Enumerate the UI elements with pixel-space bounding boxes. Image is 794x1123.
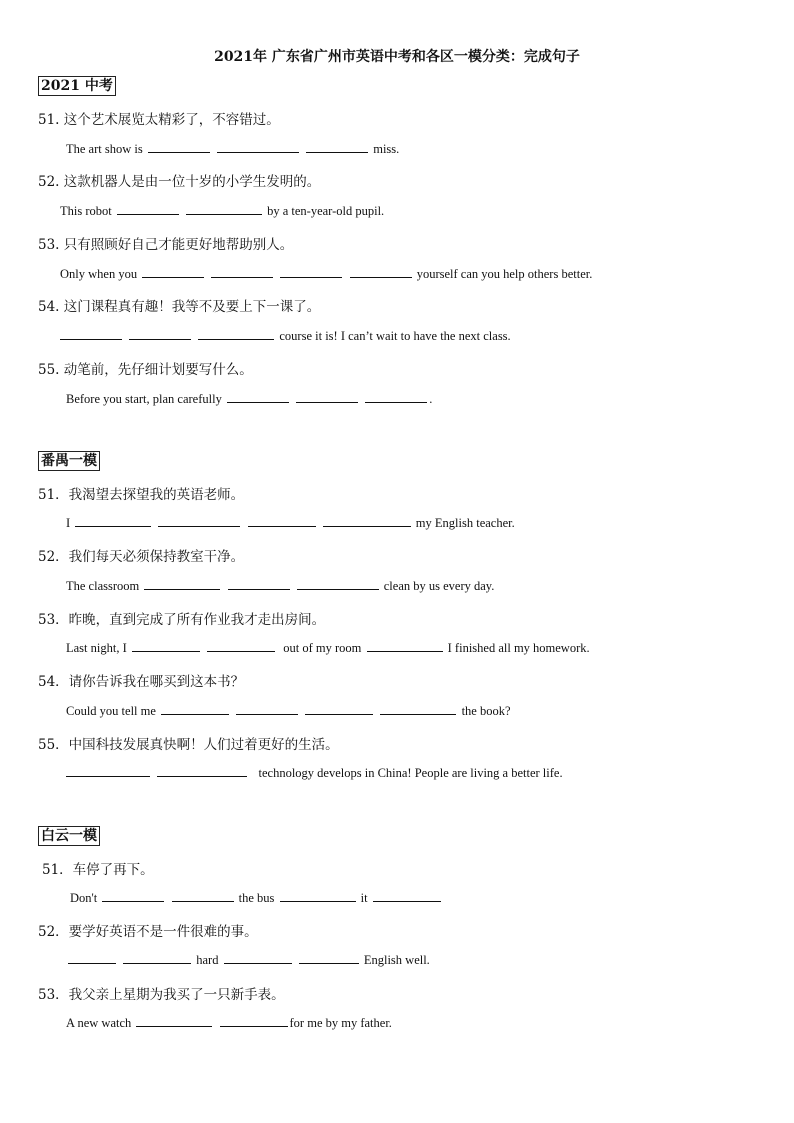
blank — [217, 140, 299, 153]
answer-line-55 — [66, 390, 432, 407]
answer-text: I — [66, 516, 71, 530]
answer-text: This robot — [60, 204, 112, 218]
answer-text: course it is! I can’t wait to have the next class. — [279, 329, 511, 343]
question-53: 53. 只有照顾好自己才能更好地帮助别人。 — [38, 237, 294, 253]
blank — [142, 265, 204, 278]
blank — [158, 514, 240, 527]
blank — [157, 764, 247, 777]
answer-text: out of my room — [283, 641, 362, 655]
answer-text: by a ten-year-old pupil. — [267, 204, 385, 218]
blank — [211, 265, 273, 278]
blank — [236, 702, 298, 715]
section-heading-baiyun: 白云一模 — [38, 826, 100, 846]
answer-line-55 — [64, 764, 563, 781]
answer-text: miss. — [373, 142, 400, 156]
answer-text: the book? — [461, 704, 511, 718]
question-52: 52．要学好英语不是一件很难的事。 — [38, 924, 258, 940]
answer-line-52 — [60, 202, 384, 219]
page-title: 2021年 广东省广州市英语中考和各区一模分类：完成句子 — [214, 49, 580, 65]
answer-text: I finished all my homework. — [447, 641, 590, 655]
blank — [68, 951, 116, 964]
answer-line-51 — [70, 889, 443, 906]
blank — [296, 390, 358, 403]
question-51: 51．车停了再下。 — [42, 862, 154, 878]
blank — [220, 1014, 288, 1027]
blank — [297, 577, 379, 590]
question-53: 53．昨晚，直到完成了所有作业我才走出房间。 — [38, 612, 326, 628]
answer-text: it — [360, 891, 368, 905]
answer-line-51 — [66, 140, 399, 157]
question-51: 51．我渴望去探望我的英语老师。 — [38, 487, 245, 503]
blank — [172, 889, 234, 902]
answer-line-52 — [66, 951, 430, 968]
answer-line-51 — [66, 514, 515, 531]
blank — [380, 702, 456, 715]
blank — [350, 265, 412, 278]
blank — [117, 202, 179, 215]
blank — [323, 514, 411, 527]
section-heading-zhongkao: 2021 中考 — [38, 76, 116, 96]
answer-text: A new watch — [66, 1016, 132, 1030]
blank — [373, 889, 441, 902]
blank — [305, 702, 373, 715]
blank — [367, 639, 443, 652]
question-51: 51. 这个艺术展览太精彩了，不容错过。 — [38, 112, 280, 128]
answer-line-53 — [66, 639, 590, 656]
answer-text: technology develops in China! People are living a better life. — [258, 766, 563, 780]
blank — [224, 951, 292, 964]
answer-text: the bus — [238, 891, 275, 905]
blank — [280, 265, 342, 278]
blank — [66, 764, 150, 777]
question-55: 55．中国科技发展真快啊！人们过着更好的生活。 — [38, 737, 339, 753]
blank — [227, 390, 289, 403]
answer-text: . — [429, 392, 433, 406]
answer-text: for me by my father. — [289, 1016, 392, 1030]
answer-text: The art show is — [66, 142, 143, 156]
blank — [148, 140, 210, 153]
section-heading-panyu: 番禺一模 — [38, 451, 100, 471]
answer-text: hard — [196, 953, 219, 967]
blank — [123, 951, 191, 964]
answer-text: English well. — [363, 953, 430, 967]
blank — [248, 514, 316, 527]
blank — [129, 327, 191, 340]
answer-line-54 — [58, 327, 511, 344]
blank — [102, 889, 164, 902]
blank — [161, 702, 229, 715]
blank — [132, 639, 200, 652]
question-54: 54．请你告诉我在哪买到这本书？ — [38, 674, 245, 690]
answer-text: The classroom — [66, 579, 140, 593]
blank — [144, 577, 220, 590]
blank — [280, 889, 356, 902]
blank — [306, 140, 368, 153]
question-52: 52．我们每天必须保持教室干净。 — [38, 549, 245, 565]
question-54: 54. 这门课程真有趣！我等不及要上下一课了。 — [38, 299, 321, 315]
answer-text: my English teacher. — [415, 516, 515, 530]
question-53: 53．我父亲上星期为我买了一只新手表。 — [38, 987, 285, 1003]
blank — [299, 951, 359, 964]
answer-line-54 — [66, 702, 511, 719]
blank — [207, 639, 275, 652]
blank — [136, 1014, 212, 1027]
answer-text: Before you start, plan carefully — [66, 392, 222, 406]
blank — [75, 514, 151, 527]
blank — [365, 390, 427, 403]
blank — [186, 202, 262, 215]
answer-text: Last night, I — [66, 641, 127, 655]
answer-text: yourself can you help others better. — [416, 267, 593, 281]
question-52: 52. 这款机器人是由一位十岁的小学生发明的。 — [38, 174, 321, 190]
answer-text: clean by us every day. — [383, 579, 495, 593]
answer-line-53 — [66, 1014, 392, 1031]
answer-line-53 — [60, 265, 592, 282]
answer-text: Only when you — [60, 267, 138, 281]
blank — [60, 327, 122, 340]
blank — [198, 327, 274, 340]
question-55: 55. 动笔前，先仔细计划要写什么。 — [38, 362, 253, 378]
answer-line-52 — [66, 577, 494, 594]
answer-text: Could you tell me — [66, 704, 156, 718]
answer-text: Don't — [70, 891, 98, 905]
blank — [228, 577, 290, 590]
